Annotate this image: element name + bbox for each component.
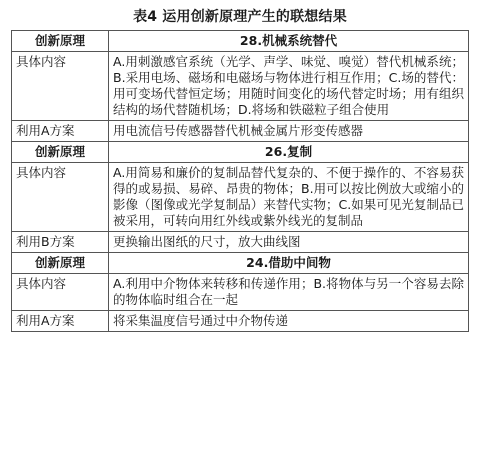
content-text: A.用简易和廉价的复制品替代复杂的、不便于操作的、不容易获得的或易损、易碎、昂贵的物体；B.用可以按比例放大或缩小的影像（图像或光学复制品）来替代实物；C.如果可见光复制品已被采用，可转向用红外线或紫外线光的复制品 <box>113 165 464 228</box>
plan-text: 更换输出图纸的尺寸，放大曲线图 <box>109 232 469 253</box>
content-cell <box>109 163 469 232</box>
content-cell <box>109 52 469 121</box>
principle-label: 创新原理 <box>12 31 109 52</box>
content-text: A.利用中介物体来转移和传递作用；B.将物体与另一个容易去除的物体临时组合在一起 <box>113 276 464 307</box>
principle-row <box>12 31 469 52</box>
content-row <box>12 52 469 121</box>
plan-row <box>12 311 469 332</box>
innovation-table <box>11 30 469 332</box>
content-label: 具体内容 <box>12 52 109 121</box>
principle-label: 创新原理 <box>12 142 109 163</box>
principle-row <box>12 142 469 163</box>
content-row <box>12 274 469 311</box>
content-label: 具体内容 <box>12 163 109 232</box>
principle-name: 24.借助中间物 <box>109 253 469 274</box>
table-caption: 表4 运用创新原理产生的联想结果 <box>133 9 347 25</box>
plan-label: 利用B方案 <box>12 232 109 253</box>
content-text: A.用刺激感官系统（光学、声学、味觉、嗅觉）替代机械系统；B.采用电场、磁场和电磁场与物体进行相互作用；C.场的替代：用可变场代替恒定场；用随时间变化的场代替定时场；用有组织结构的场代替随机场；D.将场和铁磁粒子组合使用 <box>113 54 464 117</box>
principle-label: 创新原理 <box>12 253 109 274</box>
plan-row <box>12 121 469 142</box>
content-cell <box>109 274 469 311</box>
plan-row <box>12 232 469 253</box>
plan-text: 将采集温度信号通过中介物传递 <box>109 311 469 332</box>
principle-row <box>12 253 469 274</box>
content-row <box>12 163 469 232</box>
content-label: 具体内容 <box>12 274 109 311</box>
plan-label: 利用A方案 <box>12 121 109 142</box>
principle-name: 26.复制 <box>109 142 469 163</box>
plan-text: 用电流信号传感器替代机械金属片形变传感器 <box>109 121 469 142</box>
plan-label: 利用A方案 <box>12 311 109 332</box>
principle-name: 28.机械系统替代 <box>109 31 469 52</box>
